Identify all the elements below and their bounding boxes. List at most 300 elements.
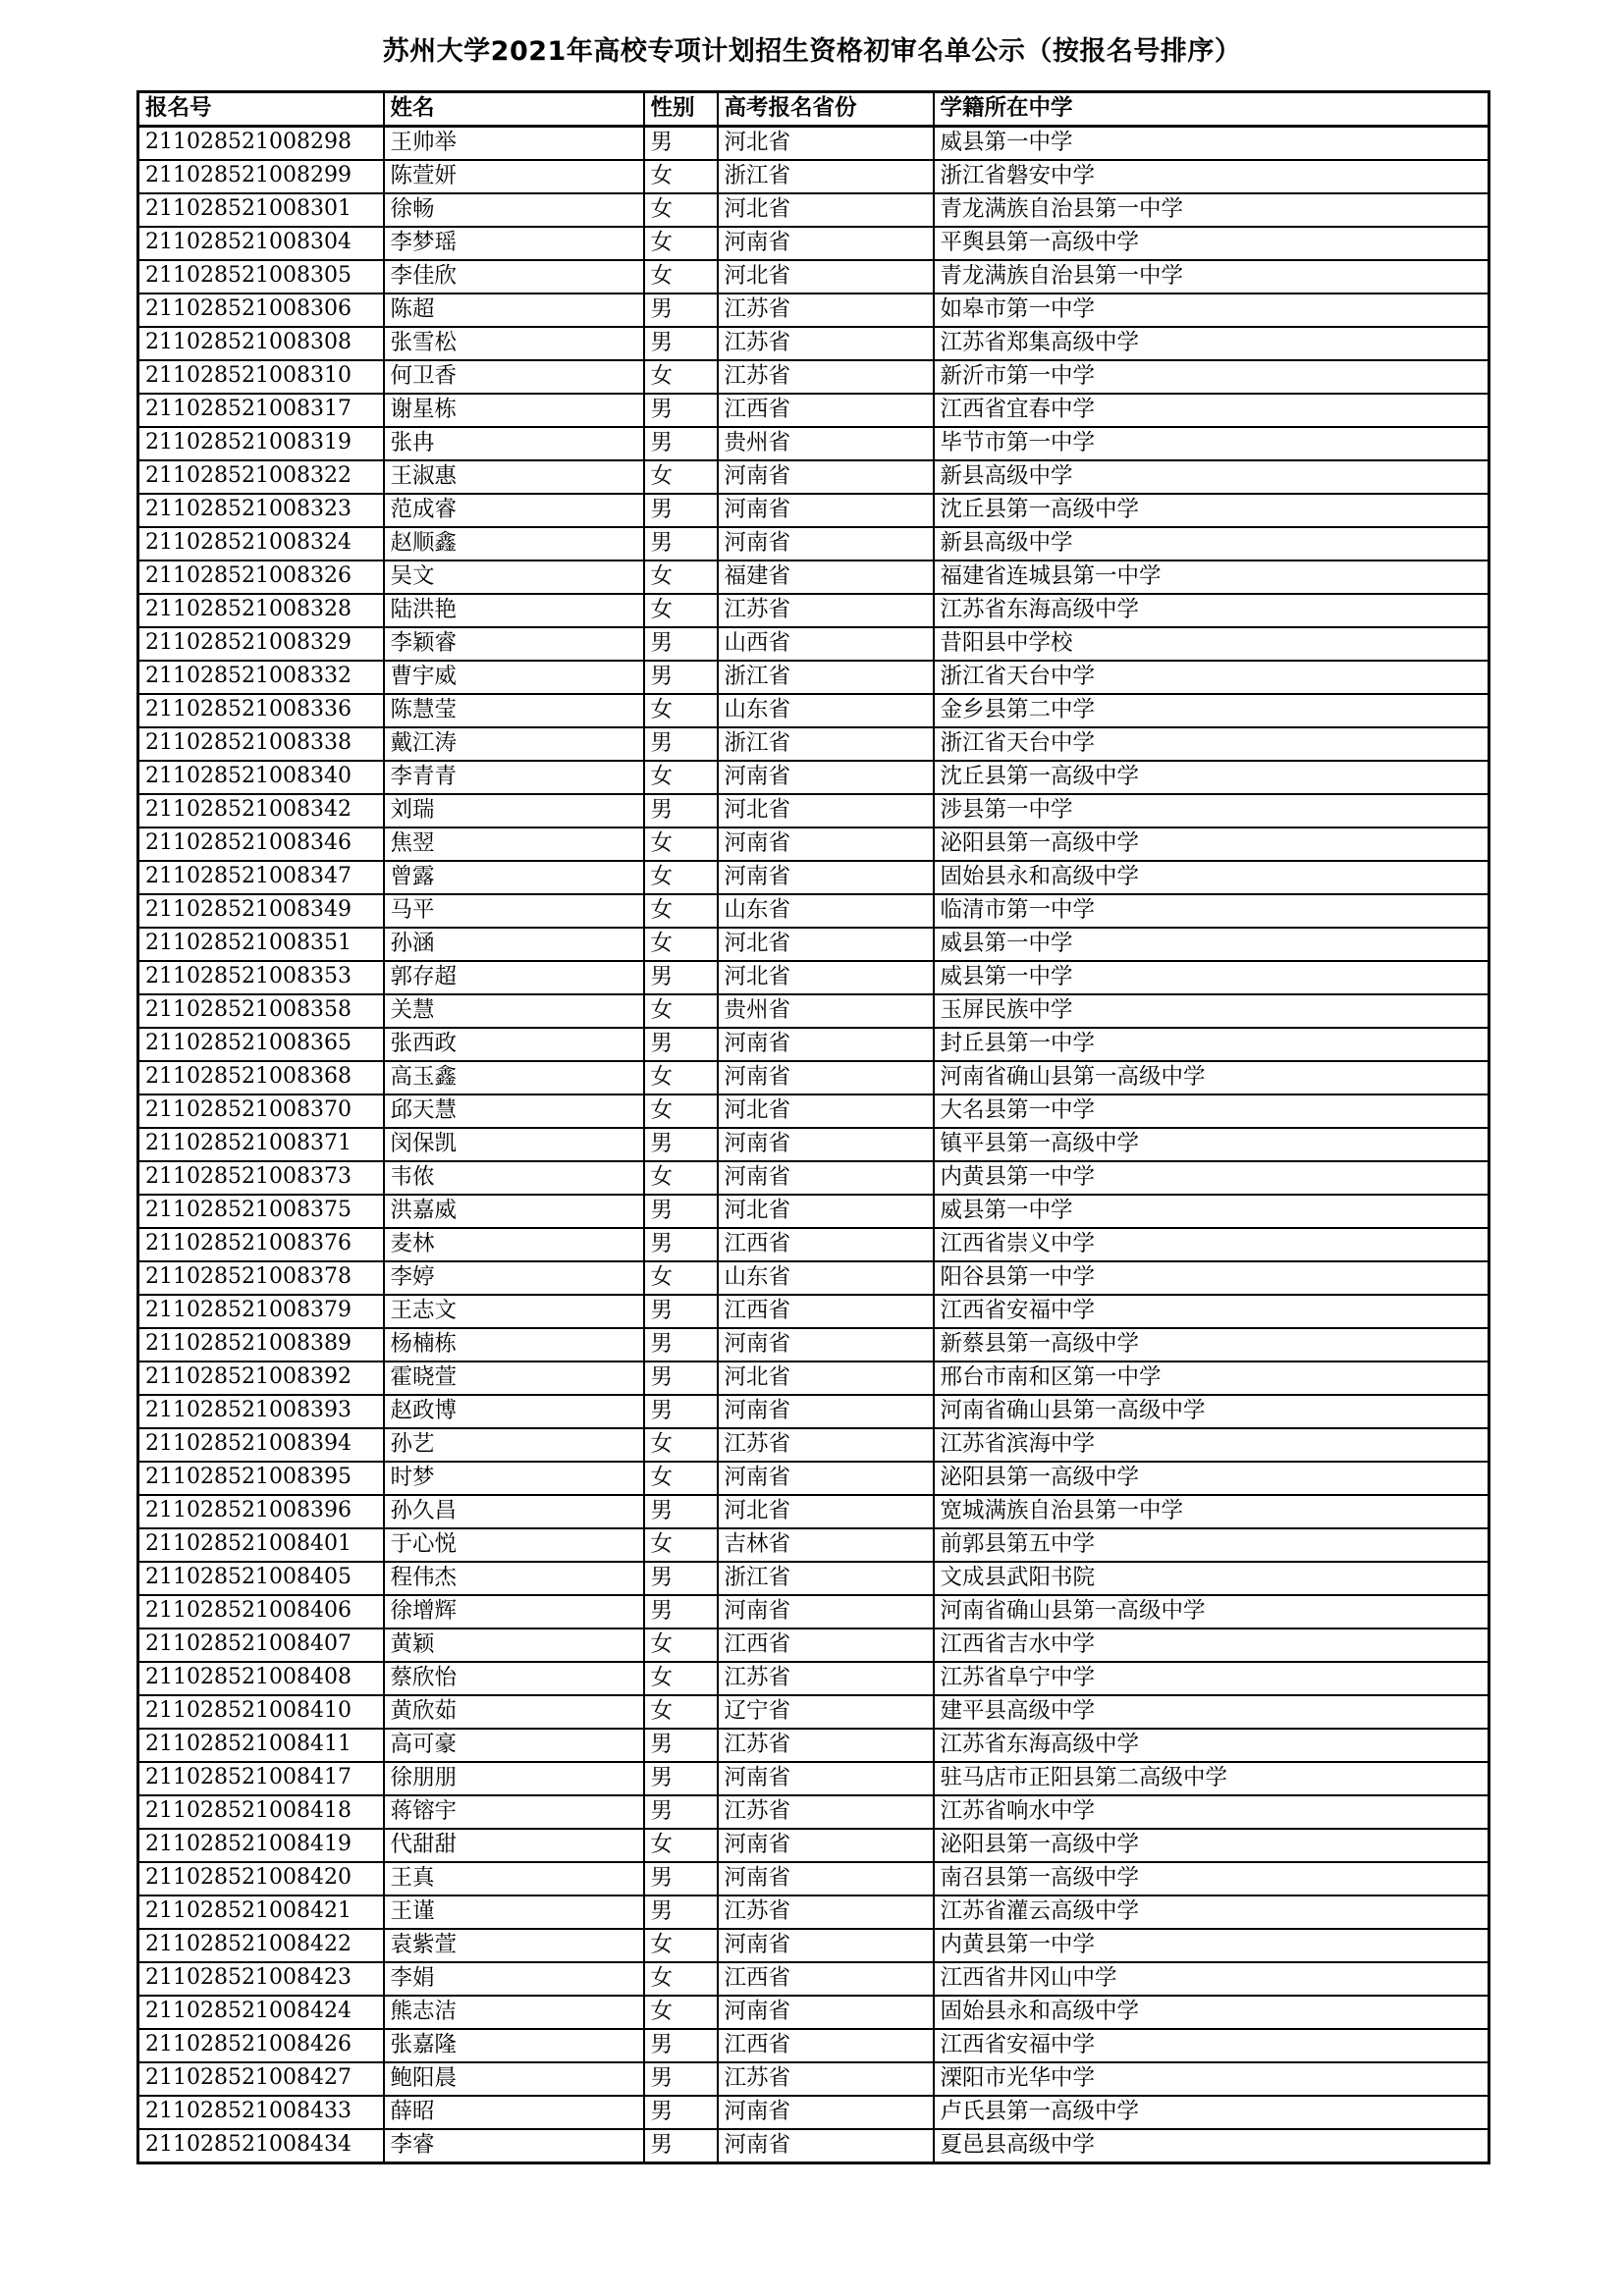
cell-gender: 女	[644, 1629, 718, 1662]
cell-reg-no: 211028521008351	[138, 928, 384, 961]
cell-name: 李婷	[384, 1261, 644, 1295]
cell-reg-no: 211028521008423	[138, 1962, 384, 1996]
column-header-gender: 性别	[644, 91, 718, 126]
table-row	[138, 527, 1489, 561]
cell-province: 江西省	[718, 1962, 934, 1996]
cell-reg-no: 211028521008332	[138, 661, 384, 694]
cell-gender: 男	[644, 2096, 718, 2129]
table-row	[138, 661, 1489, 694]
cell-reg-no: 211028521008419	[138, 1829, 384, 1862]
cell-gender: 男	[644, 294, 718, 327]
cell-gender: 女	[644, 160, 718, 193]
cell-name: 杨楠栋	[384, 1328, 644, 1362]
cell-name: 时梦	[384, 1462, 644, 1495]
cell-school: 大名县第一中学	[934, 1095, 1489, 1128]
cell-school: 南召县第一高级中学	[934, 1862, 1489, 1896]
cell-reg-no: 211028521008299	[138, 160, 384, 193]
table-row	[138, 126, 1489, 160]
table-row	[138, 1896, 1489, 1929]
cell-school: 河南省确山县第一高级中学	[934, 1061, 1489, 1095]
cell-school: 江苏省滨海中学	[934, 1428, 1489, 1462]
cell-province: 吉林省	[718, 1528, 934, 1562]
cell-gender: 女	[644, 460, 718, 494]
cell-name: 关慧	[384, 994, 644, 1028]
table-body	[138, 126, 1489, 2163]
table-row	[138, 160, 1489, 193]
column-header-name: 姓名	[384, 91, 644, 126]
cell-reg-no: 211028521008418	[138, 1795, 384, 1829]
cell-province: 贵州省	[718, 427, 934, 460]
cell-reg-no: 211028521008421	[138, 1896, 384, 1929]
cell-province: 河南省	[718, 1762, 934, 1795]
table-row	[138, 2029, 1489, 2062]
cell-gender: 男	[644, 1228, 718, 1261]
cell-school: 青龙满族自治县第一中学	[934, 260, 1489, 294]
table-row	[138, 2062, 1489, 2096]
cell-gender: 男	[644, 661, 718, 694]
cell-province: 河南省	[718, 227, 934, 260]
cell-name: 王帅举	[384, 126, 644, 160]
cell-name: 李睿	[384, 2129, 644, 2163]
cell-name: 代甜甜	[384, 1829, 644, 1862]
cell-gender: 女	[644, 227, 718, 260]
cell-province: 河北省	[718, 794, 934, 828]
cell-reg-no: 211028521008353	[138, 961, 384, 994]
cell-school: 宽城满族自治县第一中学	[934, 1495, 1489, 1528]
cell-name: 陈萱妍	[384, 160, 644, 193]
cell-school: 浙江省磐安中学	[934, 160, 1489, 193]
cell-province: 山东省	[718, 1261, 934, 1295]
cell-reg-no: 211028521008340	[138, 761, 384, 794]
table-row	[138, 761, 1489, 794]
cell-school: 江苏省郑集高级中学	[934, 327, 1489, 360]
cell-name: 闵保凯	[384, 1128, 644, 1161]
cell-name: 程伟杰	[384, 1562, 644, 1595]
cell-reg-no: 211028521008324	[138, 527, 384, 561]
cell-province: 河北省	[718, 1362, 934, 1395]
table-row	[138, 561, 1489, 594]
cell-name: 李梦瑶	[384, 227, 644, 260]
cell-gender: 女	[644, 1428, 718, 1462]
cell-name: 孙涵	[384, 928, 644, 961]
cell-province: 河北省	[718, 1195, 934, 1228]
cell-province: 河南省	[718, 2129, 934, 2163]
cell-reg-no: 211028521008394	[138, 1428, 384, 1462]
cell-reg-no: 211028521008426	[138, 2029, 384, 2062]
cell-reg-no: 211028521008305	[138, 260, 384, 294]
table-row	[138, 1528, 1489, 1562]
table-row	[138, 1629, 1489, 1662]
cell-reg-no: 211028521008347	[138, 861, 384, 894]
cell-gender: 女	[644, 761, 718, 794]
table-row	[138, 727, 1489, 761]
cell-name: 戴江涛	[384, 727, 644, 761]
cell-reg-no: 211028521008338	[138, 727, 384, 761]
cell-school: 新县高级中学	[934, 460, 1489, 494]
cell-province: 辽宁省	[718, 1695, 934, 1729]
cell-gender: 男	[644, 1362, 718, 1395]
cell-reg-no: 211028521008370	[138, 1095, 384, 1128]
table-row	[138, 1095, 1489, 1128]
cell-gender: 女	[644, 1962, 718, 1996]
cell-name: 黄欣茹	[384, 1695, 644, 1729]
cell-province: 河南省	[718, 460, 934, 494]
cell-name: 李颖睿	[384, 627, 644, 661]
table-header-row	[138, 91, 1489, 126]
page-title: 苏州大学2021年高校专项计划招生资格初审名单公示（按报名号排序）	[382, 36, 1242, 67]
cell-province: 河北省	[718, 961, 934, 994]
cell-school: 泌阳县第一高级中学	[934, 828, 1489, 861]
cell-gender: 女	[644, 928, 718, 961]
cell-gender: 女	[644, 1829, 718, 1862]
cell-province: 河南省	[718, 1028, 934, 1061]
table-row	[138, 1595, 1489, 1629]
cell-reg-no: 211028521008375	[138, 1195, 384, 1228]
cell-province: 河南省	[718, 1395, 934, 1428]
cell-reg-no: 211028521008410	[138, 1695, 384, 1729]
cell-name: 陈慧莹	[384, 694, 644, 727]
cell-gender: 女	[644, 1528, 718, 1562]
cell-province: 江苏省	[718, 1795, 934, 1829]
cell-reg-no: 211028521008401	[138, 1528, 384, 1562]
cell-reg-no: 211028521008306	[138, 294, 384, 327]
cell-reg-no: 211028521008358	[138, 994, 384, 1028]
cell-reg-no: 211028521008406	[138, 1595, 384, 1629]
cell-gender: 女	[644, 1996, 718, 2029]
cell-province: 河南省	[718, 494, 934, 527]
cell-school: 如皋市第一中学	[934, 294, 1489, 327]
cell-gender: 男	[644, 1328, 718, 1362]
cell-province: 浙江省	[718, 160, 934, 193]
cell-province: 河北省	[718, 260, 934, 294]
cell-name: 刘瑞	[384, 794, 644, 828]
cell-school: 文成县武阳书院	[934, 1562, 1489, 1595]
cell-province: 浙江省	[718, 1562, 934, 1595]
cell-name: 郭存超	[384, 961, 644, 994]
table-header	[138, 91, 1489, 126]
cell-reg-no: 211028521008323	[138, 494, 384, 527]
cell-province: 河北省	[718, 193, 934, 227]
table-row	[138, 627, 1489, 661]
cell-reg-no: 211028521008427	[138, 2062, 384, 2096]
cell-name: 范成睿	[384, 494, 644, 527]
cell-reg-no: 211028521008434	[138, 2129, 384, 2163]
cell-school: 前郭县第五中学	[934, 1528, 1489, 1562]
cell-school: 新县高级中学	[934, 527, 1489, 561]
cell-gender: 女	[644, 1261, 718, 1295]
cell-school: 浙江省天台中学	[934, 661, 1489, 694]
cell-gender: 女	[644, 828, 718, 861]
cell-gender: 男	[644, 427, 718, 460]
cell-school: 玉屏民族中学	[934, 994, 1489, 1028]
cell-gender: 男	[644, 794, 718, 828]
cell-province: 江苏省	[718, 2062, 934, 2096]
table-row	[138, 694, 1489, 727]
cell-name: 何卫香	[384, 360, 644, 394]
cell-school: 镇平县第一高级中学	[934, 1128, 1489, 1161]
cell-gender: 女	[644, 594, 718, 627]
table-row	[138, 861, 1489, 894]
cell-gender: 男	[644, 961, 718, 994]
cell-school: 新沂市第一中学	[934, 360, 1489, 394]
cell-reg-no: 211028521008373	[138, 1161, 384, 1195]
cell-gender: 男	[644, 1495, 718, 1528]
cell-province: 河南省	[718, 828, 934, 861]
table-row	[138, 994, 1489, 1028]
cell-school: 江西省井冈山中学	[934, 1962, 1489, 1996]
cell-gender: 男	[644, 527, 718, 561]
table-row	[138, 1295, 1489, 1328]
cell-name: 袁紫萱	[384, 1929, 644, 1962]
column-header-province: 高考报名省份	[718, 91, 934, 126]
cell-gender: 男	[644, 2129, 718, 2163]
cell-gender: 男	[644, 1128, 718, 1161]
cell-school: 封丘县第一中学	[934, 1028, 1489, 1061]
cell-school: 江西省崇义中学	[934, 1228, 1489, 1261]
cell-reg-no: 211028521008407	[138, 1629, 384, 1662]
cell-school: 邢台市南和区第一中学	[934, 1362, 1489, 1395]
cell-gender: 男	[644, 2029, 718, 2062]
cell-gender: 女	[644, 360, 718, 394]
table-row	[138, 1161, 1489, 1195]
cell-gender: 男	[644, 727, 718, 761]
cell-province: 河北省	[718, 126, 934, 160]
cell-gender: 男	[644, 1595, 718, 1629]
cell-gender: 女	[644, 1695, 718, 1729]
cell-province: 河南省	[718, 2096, 934, 2129]
roster-table-container	[136, 90, 1488, 2164]
cell-reg-no: 211028521008422	[138, 1929, 384, 1962]
cell-gender: 男	[644, 394, 718, 427]
cell-gender: 男	[644, 1729, 718, 1762]
cell-province: 山西省	[718, 627, 934, 661]
cell-school: 阳谷县第一中学	[934, 1261, 1489, 1295]
cell-gender: 男	[644, 1295, 718, 1328]
cell-school: 江苏省东海高级中学	[934, 1729, 1489, 1762]
cell-reg-no: 211028521008349	[138, 894, 384, 928]
cell-name: 陈超	[384, 294, 644, 327]
cell-name: 邱天慧	[384, 1095, 644, 1128]
cell-reg-no: 211028521008395	[138, 1462, 384, 1495]
cell-reg-no: 211028521008301	[138, 193, 384, 227]
cell-reg-no: 211028521008389	[138, 1328, 384, 1362]
cell-name: 蒋镕宇	[384, 1795, 644, 1829]
cell-province: 江苏省	[718, 360, 934, 394]
column-header-school: 学籍所在中学	[934, 91, 1489, 126]
table-row	[138, 2129, 1489, 2163]
cell-gender: 女	[644, 694, 718, 727]
cell-province: 江苏省	[718, 1896, 934, 1929]
cell-gender: 男	[644, 1028, 718, 1061]
cell-school: 浙江省天台中学	[934, 727, 1489, 761]
cell-reg-no: 211028521008411	[138, 1729, 384, 1762]
table-row	[138, 1695, 1489, 1729]
cell-province: 江西省	[718, 1228, 934, 1261]
cell-gender: 男	[644, 1562, 718, 1595]
table-row	[138, 1261, 1489, 1295]
cell-name: 徐增辉	[384, 1595, 644, 1629]
cell-school: 毕节市第一中学	[934, 427, 1489, 460]
cell-province: 江苏省	[718, 1729, 934, 1762]
cell-name: 霍晓萱	[384, 1362, 644, 1395]
cell-gender: 女	[644, 1161, 718, 1195]
table-row	[138, 193, 1489, 227]
cell-reg-no: 211028521008310	[138, 360, 384, 394]
cell-reg-no: 211028521008346	[138, 828, 384, 861]
cell-school: 河南省确山县第一高级中学	[934, 1395, 1489, 1428]
cell-school: 泌阳县第一高级中学	[934, 1462, 1489, 1495]
cell-reg-no: 211028521008304	[138, 227, 384, 260]
cell-name: 谢星栋	[384, 394, 644, 427]
cell-province: 山东省	[718, 694, 934, 727]
cell-school: 江西省安福中学	[934, 1295, 1489, 1328]
cell-province: 河北省	[718, 1095, 934, 1128]
table-row	[138, 260, 1489, 294]
cell-reg-no: 211028521008329	[138, 627, 384, 661]
table-row	[138, 1362, 1489, 1395]
cell-gender: 男	[644, 1862, 718, 1896]
cell-school: 威县第一中学	[934, 1195, 1489, 1228]
table-row	[138, 1662, 1489, 1695]
cell-name: 李娟	[384, 1962, 644, 1996]
table-row	[138, 1128, 1489, 1161]
cell-name: 马平	[384, 894, 644, 928]
cell-school: 驻马店市正阳县第二高级中学	[934, 1762, 1489, 1795]
cell-name: 徐畅	[384, 193, 644, 227]
cell-gender: 男	[644, 126, 718, 160]
cell-school: 青龙满族自治县第一中学	[934, 193, 1489, 227]
cell-school: 夏邑县高级中学	[934, 2129, 1489, 2163]
cell-reg-no: 211028521008371	[138, 1128, 384, 1161]
table-row	[138, 227, 1489, 260]
cell-province: 河南省	[718, 1862, 934, 1896]
cell-name: 王志文	[384, 1295, 644, 1328]
cell-school: 沈丘县第一高级中学	[934, 494, 1489, 527]
cell-province: 河南省	[718, 761, 934, 794]
cell-province: 江苏省	[718, 327, 934, 360]
cell-province: 江西省	[718, 2029, 934, 2062]
cell-school: 江西省吉水中学	[934, 1629, 1489, 1662]
cell-gender: 男	[644, 2062, 718, 2096]
table-row	[138, 1462, 1489, 1495]
cell-province: 河南省	[718, 1829, 934, 1862]
table-row	[138, 1729, 1489, 1762]
cell-school: 新蔡县第一高级中学	[934, 1328, 1489, 1362]
cell-reg-no: 211028521008376	[138, 1228, 384, 1261]
cell-reg-no: 211028521008405	[138, 1562, 384, 1595]
cell-province: 河北省	[718, 1495, 934, 1528]
table-row	[138, 1762, 1489, 1795]
cell-name: 焦翌	[384, 828, 644, 861]
cell-reg-no: 211028521008393	[138, 1395, 384, 1428]
cell-gender: 男	[644, 327, 718, 360]
cell-gender: 女	[644, 260, 718, 294]
cell-school: 江苏省阜宁中学	[934, 1662, 1489, 1695]
cell-name: 张冉	[384, 427, 644, 460]
cell-province: 河北省	[718, 928, 934, 961]
cell-gender: 男	[644, 1195, 718, 1228]
cell-name: 王真	[384, 1862, 644, 1896]
cell-school: 沈丘县第一高级中学	[934, 761, 1489, 794]
cell-school: 内黄县第一中学	[934, 1161, 1489, 1195]
table-row	[138, 427, 1489, 460]
cell-gender: 男	[644, 1896, 718, 1929]
cell-reg-no: 211028521008379	[138, 1295, 384, 1328]
cell-school: 溧阳市光华中学	[934, 2062, 1489, 2096]
cell-province: 河南省	[718, 1128, 934, 1161]
cell-province: 江西省	[718, 394, 934, 427]
cell-name: 赵顺鑫	[384, 527, 644, 561]
cell-school: 江苏省响水中学	[934, 1795, 1489, 1829]
cell-province: 江西省	[718, 1629, 934, 1662]
cell-reg-no: 211028521008417	[138, 1762, 384, 1795]
cell-gender: 女	[644, 1929, 718, 1962]
cell-province: 江苏省	[718, 1428, 934, 1462]
table-row	[138, 1929, 1489, 1962]
cell-reg-no: 211028521008365	[138, 1028, 384, 1061]
cell-name: 麦林	[384, 1228, 644, 1261]
cell-school: 威县第一中学	[934, 961, 1489, 994]
cell-province: 江苏省	[718, 1662, 934, 1695]
cell-province: 江苏省	[718, 294, 934, 327]
cell-province: 山东省	[718, 894, 934, 928]
table-row	[138, 360, 1489, 394]
table-row	[138, 1862, 1489, 1896]
cell-gender: 女	[644, 1662, 718, 1695]
table-row	[138, 1795, 1489, 1829]
cell-name: 王淑惠	[384, 460, 644, 494]
cell-school: 昔阳县中学校	[934, 627, 1489, 661]
cell-name: 熊志洁	[384, 1996, 644, 2029]
cell-gender: 男	[644, 627, 718, 661]
cell-school: 卢氏县第一高级中学	[934, 2096, 1489, 2129]
cell-name: 高玉鑫	[384, 1061, 644, 1095]
cell-gender: 女	[644, 561, 718, 594]
table-row	[138, 594, 1489, 627]
table-row	[138, 794, 1489, 828]
cell-province: 贵州省	[718, 994, 934, 1028]
table-row	[138, 2096, 1489, 2129]
cell-reg-no: 211028521008368	[138, 1061, 384, 1095]
cell-reg-no: 211028521008317	[138, 394, 384, 427]
cell-school: 威县第一中学	[934, 928, 1489, 961]
cell-reg-no: 211028521008420	[138, 1862, 384, 1896]
cell-gender: 女	[644, 1061, 718, 1095]
cell-reg-no: 211028521008424	[138, 1996, 384, 2029]
cell-school: 临清市第一中学	[934, 894, 1489, 928]
cell-reg-no: 211028521008378	[138, 1261, 384, 1295]
table-row	[138, 894, 1489, 928]
cell-name: 李佳欣	[384, 260, 644, 294]
cell-reg-no: 211028521008308	[138, 327, 384, 360]
cell-name: 韦侬	[384, 1161, 644, 1195]
table-row	[138, 1395, 1489, 1428]
cell-reg-no: 211028521008328	[138, 594, 384, 627]
cell-province: 河南省	[718, 861, 934, 894]
cell-name: 高可豪	[384, 1729, 644, 1762]
cell-gender: 男	[644, 1395, 718, 1428]
cell-name: 吴文	[384, 561, 644, 594]
cell-province: 河南省	[718, 1595, 934, 1629]
cell-gender: 女	[644, 861, 718, 894]
cell-province: 河南省	[718, 1462, 934, 1495]
table-row	[138, 294, 1489, 327]
cell-name: 洪嘉威	[384, 1195, 644, 1228]
cell-province: 河南省	[718, 1328, 934, 1362]
cell-school: 涉县第一中学	[934, 794, 1489, 828]
table-row	[138, 494, 1489, 527]
cell-reg-no: 211028521008326	[138, 561, 384, 594]
